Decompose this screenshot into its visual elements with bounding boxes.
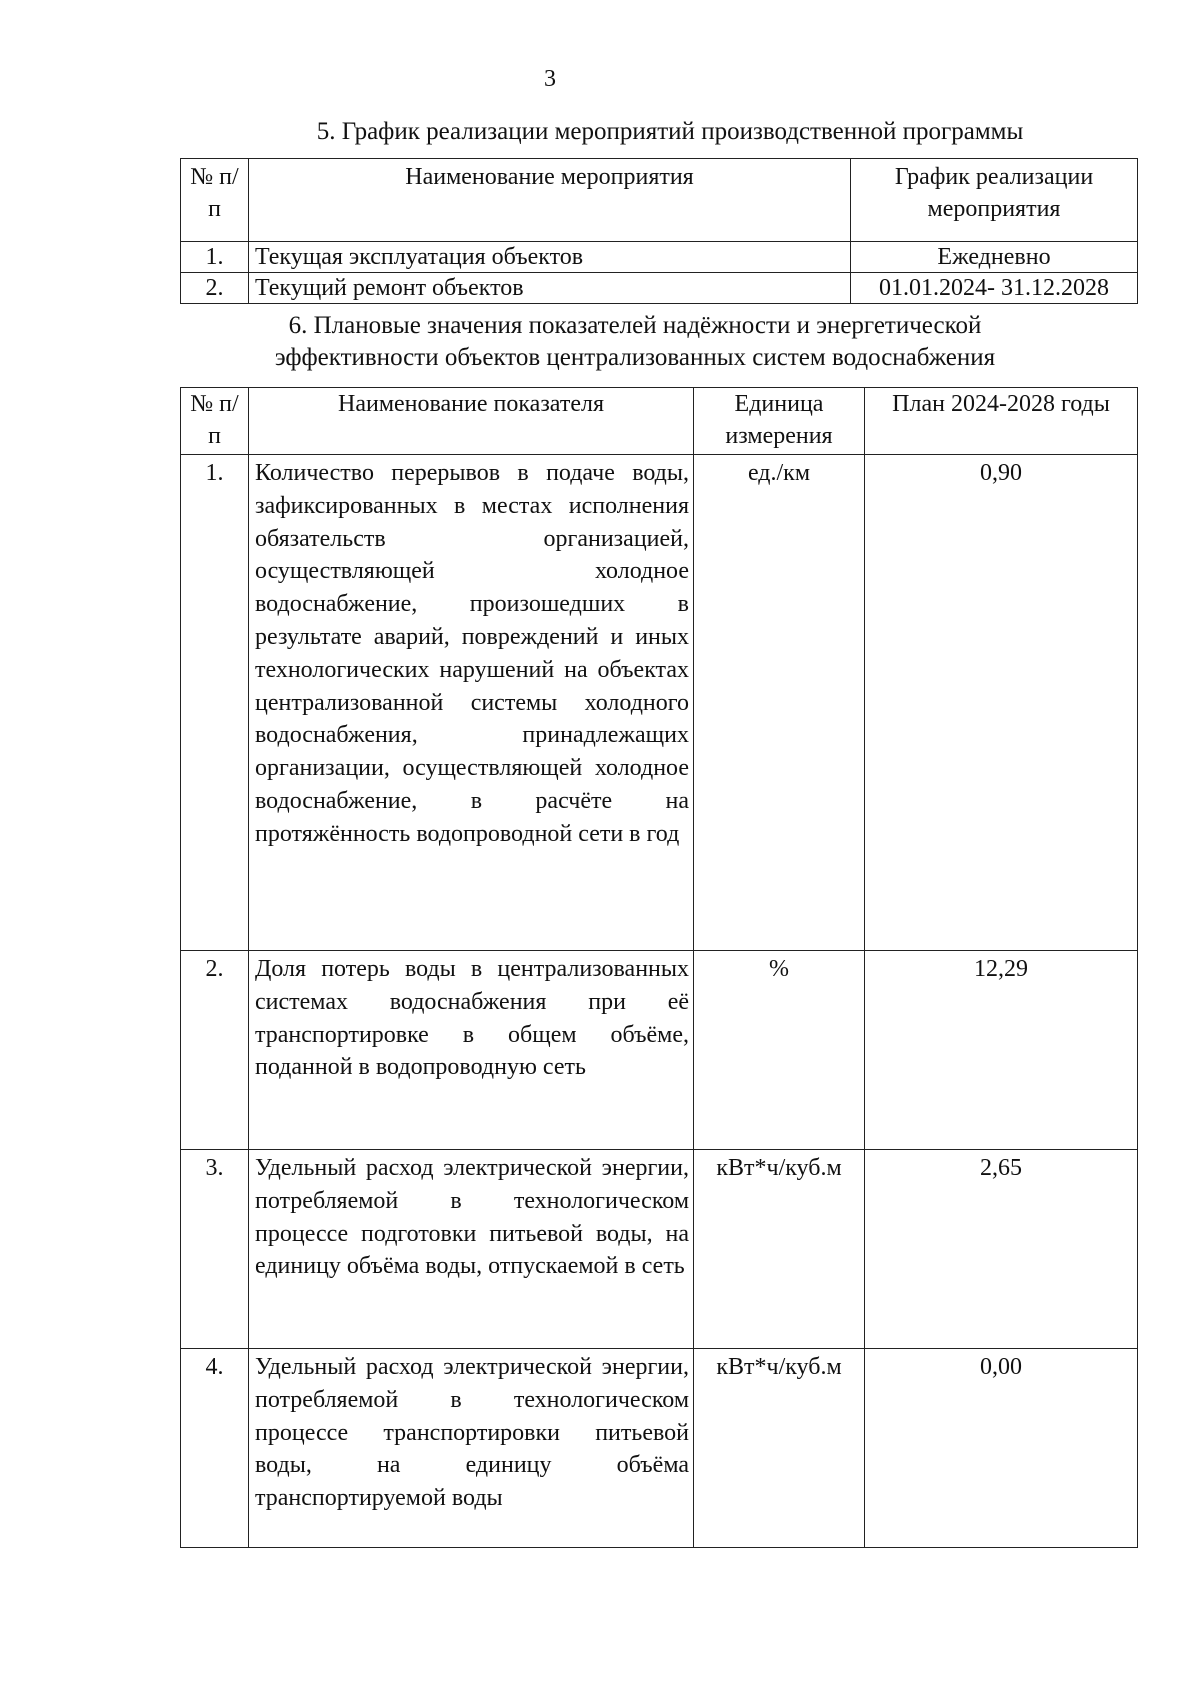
page-number: 3: [544, 66, 556, 92]
section-6-title: [170, 310, 1100, 374]
row-num: 3.: [181, 1150, 249, 1349]
event-name: Текущая эксплуатация объектов: [249, 242, 851, 273]
row-num: 2.: [181, 273, 249, 304]
indicator-plan-value: 2,65: [865, 1150, 1138, 1349]
header-indicator-name: Наименование показателя: [249, 388, 694, 455]
table-header-row: [181, 388, 1138, 455]
event-name: Текущий ремонт объектов: [249, 273, 851, 304]
row-num: 1.: [181, 242, 249, 273]
table-header-row: [181, 159, 1138, 242]
row-num: 1.: [181, 455, 249, 951]
header-event-name: Наименование мероприятия: [249, 159, 851, 242]
header-num: № п/п: [181, 388, 249, 455]
indicator-unit: %: [694, 951, 865, 1150]
header-schedule: График реализации мероприятия: [851, 159, 1138, 242]
event-schedule: Ежедневно: [851, 242, 1138, 273]
indicator-unit: кВт*ч/куб.м: [694, 1150, 865, 1349]
indicator-name: Доля потерь воды в централизованных системах водоснабжения при её транспортировке в общем объёме, поданной в водопроводную сеть: [249, 951, 694, 1150]
table-row: [181, 455, 1138, 951]
event-schedule: 01.01.2024- 31.12.2028: [851, 273, 1138, 304]
table-row: [181, 242, 1138, 273]
section-6-title-line-1: 6. Плановые значения показателей надёжности и энергетической: [288, 312, 982, 339]
header-num: № п/п: [181, 159, 249, 242]
table-row: [181, 273, 1138, 304]
table-row: [181, 1349, 1138, 1548]
header-plan: План 2024-2028 годы: [865, 388, 1138, 455]
table-row: [181, 1150, 1138, 1349]
indicator-name: Удельный расход электрической энергии, потребляемой в технологическом процессе транспортировки питьевой воды, на единицу объёма транспортируемой воды: [249, 1349, 694, 1548]
section-5-title: 5. График реализации мероприятий производственной программы: [316, 118, 1024, 145]
indicator-name: Количество перерывов в подаче воды, зафиксированных в местах исполнения обязательств организацией, осуществляющей холодное водоснабжение, произошедших в результате аварий, повреждений и иных технологических нарушений на объектах централизованной системы холодного водоснабжения, принадлежащих организации, осуществляющей холодное водоснабжение, в расчёте на протяжённость водопроводной сети в год: [249, 455, 694, 951]
section-6-title-line-2: эффективности объектов централизованных систем водоснабжения: [274, 344, 996, 371]
indicators-table: [180, 387, 1138, 1548]
indicator-unit: кВт*ч/куб.м: [694, 1349, 865, 1548]
indicator-plan-value: 0,00: [865, 1349, 1138, 1548]
header-unit: Единица измерения: [694, 388, 865, 455]
table-row: [181, 951, 1138, 1150]
indicator-plan-value: 0,90: [865, 455, 1138, 951]
row-num: 2.: [181, 951, 249, 1150]
row-num: 4.: [181, 1349, 249, 1548]
indicator-name: Удельный расход электрической энергии, потребляемой в технологическом процессе подготовки питьевой воды, на единицу объёма воды, отпускаемой в сеть: [249, 1150, 694, 1349]
indicator-plan-value: 12,29: [865, 951, 1138, 1150]
schedule-table: [180, 158, 1138, 304]
indicator-unit: ед./км: [694, 455, 865, 951]
